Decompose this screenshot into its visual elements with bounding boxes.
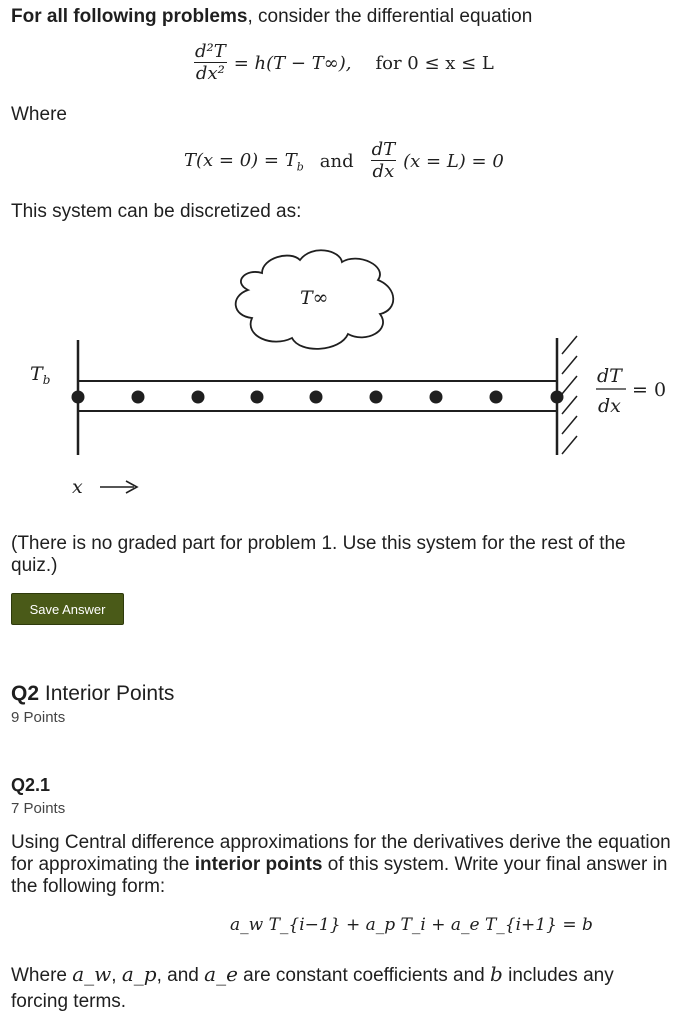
bc-right: (x = L) = 0: [403, 151, 504, 172]
node-4: [310, 391, 323, 404]
discretization-diagram: [0, 240, 678, 510]
right-numerator: dT: [597, 365, 622, 387]
right-equals-zero: = 0: [632, 379, 667, 401]
nodes: [72, 391, 564, 404]
formula-text: a_w T_{i−1} + a_p T_i + a_e T_{i+1} = b: [230, 915, 593, 935]
q2-number: Q2: [11, 682, 40, 705]
coef-ae: a_e: [204, 962, 238, 986]
ode-numerator: d²T: [195, 41, 226, 62]
note-text: (There is no graded part for problem 1. Use this system for the rest of the quiz.): [11, 533, 626, 576]
wall-hatching: [562, 336, 577, 454]
where-label: Where: [11, 104, 67, 125]
bc-numerator: dT: [371, 139, 396, 160]
save-answer-button[interactable]: Save Answer: [11, 593, 124, 625]
bc-denominator: dx: [372, 161, 395, 182]
coef-b: b: [490, 962, 503, 986]
ode-rhs: = h(T − T∞),: [233, 53, 352, 74]
interior-points-bold: interior points: [194, 854, 323, 875]
node-3: [251, 391, 264, 404]
answer-form-formula: [230, 915, 593, 935]
bc-fraction: [370, 140, 398, 183]
right-denominator: dx: [598, 395, 621, 417]
intro-bold: For all following problems: [11, 6, 248, 27]
node-7: [490, 391, 503, 404]
node-5: [370, 391, 383, 404]
node-2: [192, 391, 205, 404]
cloud-label: T∞: [300, 287, 329, 309]
q21-number: Q2.1: [11, 775, 51, 795]
left-label: $T_b$: [30, 363, 51, 387]
coef-aw: a_w: [72, 962, 112, 986]
node-8: [551, 391, 564, 404]
node-1: [132, 391, 145, 404]
boundary-conditions: [184, 140, 504, 183]
q21-text: Using Central difference approximations for the derivatives derive the equation for approximating the interior points of this system. Write your final answer in the following form:: [11, 832, 671, 897]
node-0: [72, 391, 85, 404]
intro-rest: , consider the differential equation: [247, 6, 533, 27]
ode-denominator: dx²: [195, 63, 225, 84]
ode-fraction: [193, 42, 228, 85]
bc-left: $T(x = 0) = T_b$: [184, 149, 304, 174]
q2-title: Interior Points: [44, 682, 175, 705]
bc-and: and: [319, 151, 354, 172]
equation-ode: [193, 42, 494, 85]
ode-domain: for 0 ≤ x ≤ L: [375, 53, 494, 74]
x-label: x: [72, 476, 83, 498]
q21-points: 7 Points: [11, 800, 66, 817]
q2-heading: [11, 682, 174, 706]
node-6: [430, 391, 443, 404]
discretized-label: This system can be discretized as:: [11, 201, 302, 222]
intro-text: [11, 6, 671, 28]
q2-points: 9 Points: [11, 709, 66, 726]
coef-ap: a_p: [121, 962, 157, 986]
q21-where-text: Where a_w, a_p, and a_e are constant coefficients and b includes any forcing terms.: [11, 962, 614, 1012]
